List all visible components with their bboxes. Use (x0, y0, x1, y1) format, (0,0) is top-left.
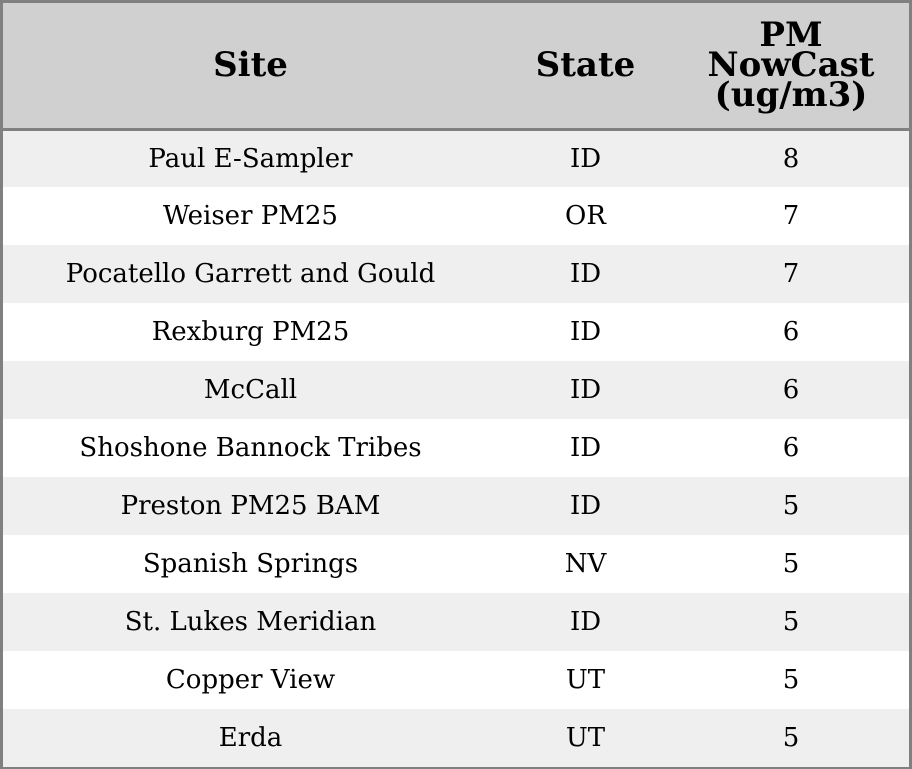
pm-nowcast-cell: 6 (782, 375, 800, 405)
table-row (3, 245, 909, 303)
pm-nowcast-cell: 5 (782, 491, 800, 521)
table-row (3, 129, 909, 187)
state-cell: ID (569, 317, 602, 347)
pm-nowcast-cell: 6 (782, 317, 800, 347)
table-header (3, 3, 909, 129)
pm-nowcast-cell: 5 (782, 607, 800, 637)
state-cell: OR (565, 201, 606, 231)
table-row (3, 709, 909, 767)
table-row (3, 419, 909, 477)
header-site-label: Site (213, 45, 288, 86)
site-cell: Weiser PM25 (163, 201, 338, 231)
header-pm-line-2: NowCast (707, 45, 875, 86)
site-cell: Shoshone Bannock Tribes (79, 433, 422, 463)
site-cell: Preston PM25 BAM (120, 491, 381, 521)
header-pm-line-3: (ug/m3) (714, 75, 868, 116)
table-body (3, 129, 909, 767)
table-row (3, 361, 909, 419)
state-cell: NV (564, 549, 607, 579)
pm-nowcast-cell: 8 (782, 143, 800, 174)
table-row (3, 303, 909, 361)
state-cell: ID (569, 491, 602, 521)
pm-nowcast-cell: 6 (782, 433, 800, 463)
state-cell: ID (569, 433, 602, 463)
header-state-label: State (535, 45, 636, 86)
header-pm-line-1: PM (759, 15, 823, 56)
pm-nowcast-cell: 7 (782, 259, 800, 289)
pm-nowcast-cell: 7 (782, 201, 800, 231)
header-row (3, 3, 909, 129)
state-cell: ID (569, 607, 602, 637)
site-cell: Spanish Springs (142, 549, 359, 579)
state-cell: UT (565, 665, 606, 695)
site-cell: St. Lukes Meridian (124, 607, 377, 637)
state-cell: ID (569, 375, 602, 405)
table-row (3, 535, 909, 593)
pm-nowcast-cell: 5 (782, 549, 800, 579)
pm-nowcast-cell: 5 (782, 665, 800, 695)
header-state (498, 3, 673, 129)
pm-nowcast-table (3, 3, 909, 767)
state-cell: UT (565, 723, 606, 753)
site-cell: Pocatello Garrett and Gould (65, 259, 436, 289)
header-site (3, 3, 498, 129)
site-cell: McCall (203, 375, 298, 405)
pm-nowcast-cell: 5 (782, 723, 800, 753)
site-cell: Erda (218, 723, 283, 753)
site-cell: Paul E-Sampler (148, 143, 353, 174)
state-cell: ID (569, 259, 602, 289)
site-cell: Copper View (165, 665, 336, 695)
header-pm-nowcast (673, 3, 909, 129)
table-row (3, 477, 909, 535)
site-cell: Rexburg PM25 (151, 317, 350, 347)
state-cell: ID (569, 143, 602, 174)
table-row (3, 187, 909, 245)
table-row (3, 593, 909, 651)
table-row (3, 651, 909, 709)
